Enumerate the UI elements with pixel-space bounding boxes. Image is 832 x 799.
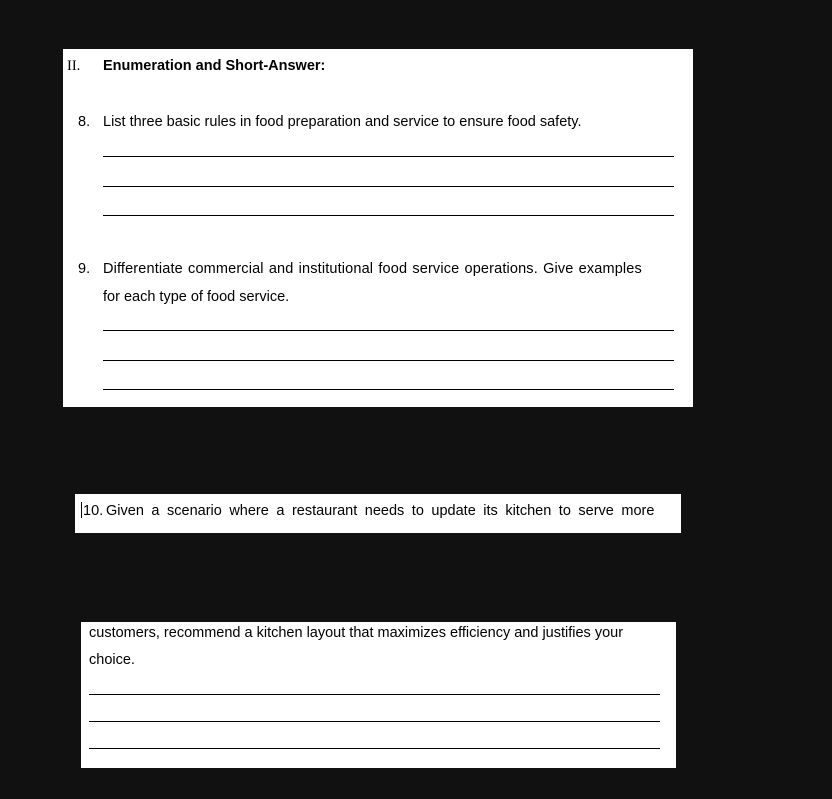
answer-line-9-3[interactable] (103, 389, 674, 390)
answer-line-8-2[interactable] (103, 186, 674, 187)
section-title: Enumeration and Short-Answer: (103, 58, 326, 74)
answer-line-8-1[interactable] (103, 156, 674, 157)
worksheet-panel-middle (75, 494, 681, 533)
question-10-number: 10. (83, 503, 104, 519)
question-10-text-line-3: choice. (89, 652, 135, 668)
answer-line-10-3[interactable] (89, 748, 660, 749)
answer-line-9-2[interactable] (103, 360, 674, 361)
question-10-text-line-2: customers, recommend a kitchen layout that maximizes efficiency and justifies your (89, 625, 624, 641)
question-9-text-line-1: Differentiate commercial and institutional food service operations. Give examples (103, 261, 642, 277)
text-cursor (81, 502, 82, 518)
question-9-text-line-2: for each type of food service. (103, 289, 290, 305)
worksheet-panel-bottom (81, 622, 676, 768)
answer-line-9-1[interactable] (103, 330, 674, 331)
question-8-text: List three basic rules in food preparation and service to ensure food safety. (103, 114, 582, 130)
question-10-number-wrap (81, 502, 103, 520)
answer-line-10-1[interactable] (89, 694, 660, 695)
section-numeral: II. (67, 58, 81, 74)
answer-line-10-2[interactable] (89, 721, 660, 722)
question-9-number: 9. (78, 261, 91, 277)
question-8-number: 8. (78, 114, 91, 130)
answer-line-8-3[interactable] (103, 215, 674, 216)
worksheet-panel-top (63, 49, 693, 407)
question-10-text-line-1: Given a scenario where a restaurant needs to update its kitchen to serve more (106, 503, 655, 519)
